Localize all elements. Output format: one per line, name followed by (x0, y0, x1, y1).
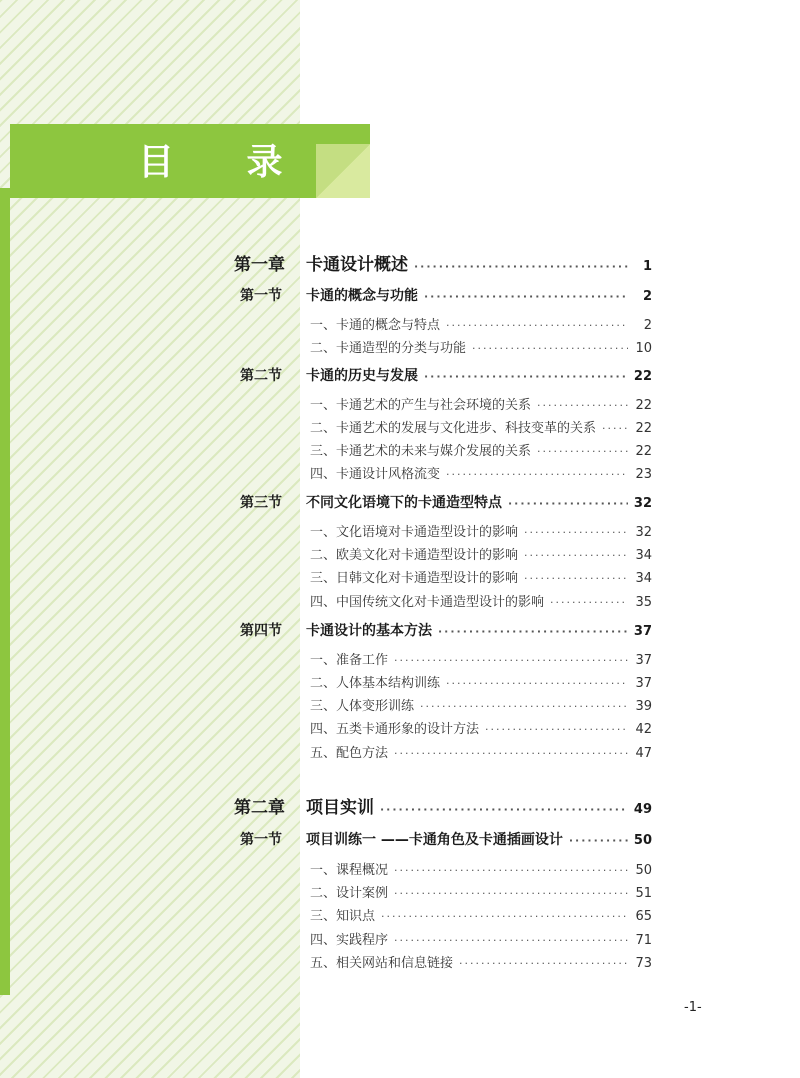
toc-title: 卡通的概念与功能 (306, 288, 418, 304)
toc-label (240, 829, 563, 851)
toc-item (310, 395, 652, 417)
toc-number: 第一节 (240, 832, 282, 848)
toc-item (310, 464, 652, 486)
toc-item (310, 522, 652, 544)
toc-leader-dots (438, 621, 628, 643)
toc-label (310, 673, 440, 695)
toc-leader-dots (424, 366, 628, 388)
toc-leader-dots (446, 315, 628, 337)
toc-title: 二、人体基本结构训练 (310, 676, 441, 691)
toc-leader-dots (394, 860, 628, 882)
toc-item (310, 719, 652, 741)
toc-label (310, 545, 518, 567)
toc-page-number: 35 (635, 595, 652, 610)
toc-page-number: 22 (635, 398, 652, 413)
toc-chapter (234, 797, 652, 819)
toc-label (310, 441, 531, 463)
toc-leader-dots (459, 953, 628, 975)
toc-page-number: 34 (635, 548, 652, 563)
toc-item (310, 743, 652, 765)
toc-item (310, 418, 652, 440)
toc-title: 一、卡通艺术的产生与社会环境的关系 (310, 398, 532, 413)
toc-label (310, 418, 596, 440)
toc-leader-dots (485, 719, 628, 741)
toc-title: 一、准备工作 (310, 653, 389, 668)
toc-label (234, 797, 374, 819)
toc-title: 一、文化语境对卡通造型设计的影响 (310, 525, 519, 540)
toc-item (310, 696, 652, 718)
toc-label (310, 395, 531, 417)
toc-leader-dots (524, 522, 628, 544)
toc-leader-dots (472, 338, 628, 360)
toc-title: 四、卡通设计风格流变 (310, 467, 441, 482)
toc-label (240, 365, 418, 387)
toc-label (310, 568, 518, 590)
toc-page-number: 71 (635, 933, 652, 948)
toc-page-number: 22 (635, 421, 652, 436)
toc-number: 第一节 (240, 288, 282, 304)
toc-section (240, 829, 652, 851)
toc-page-number: 1 (642, 259, 652, 274)
toc-number: 第三节 (240, 495, 282, 511)
toc-page-number: 37 (635, 653, 652, 668)
toc-page-number: 22 (635, 444, 652, 459)
toc-item (310, 315, 652, 337)
toc-title: 二、欧美文化对卡通造型设计的影响 (310, 548, 519, 563)
toc-section (240, 365, 652, 387)
toc-page-number: 32 (635, 525, 652, 540)
toc-item (310, 568, 652, 590)
toc-title: 四、五类卡通形象的设计方法 (310, 722, 480, 737)
toc-title: 五、相关网站和信息链接 (310, 956, 454, 971)
toc-label (310, 315, 440, 337)
toc-page-number: 2 (642, 289, 652, 304)
toc-label (234, 254, 408, 276)
toc-title: 一、卡通的概念与特点 (310, 318, 441, 333)
toc-title: 二、卡通造型的分类与功能 (310, 341, 467, 356)
toc-page-number: 32 (633, 496, 652, 511)
toc-label (310, 696, 414, 718)
toc-chapter (234, 254, 652, 276)
toc-number: 第四节 (240, 623, 282, 639)
toc-leader-dots (508, 493, 628, 515)
toc-label (310, 522, 518, 544)
toc-item (310, 883, 652, 905)
toc-leader-dots (524, 545, 628, 567)
toc-page-number: 42 (635, 722, 652, 737)
toc-label (310, 860, 388, 882)
toc-section (240, 285, 652, 307)
toc-section (240, 620, 652, 642)
toc-item (310, 860, 652, 882)
toc-leader-dots (446, 464, 628, 486)
toc-item (310, 953, 652, 975)
toc-title: 卡通的历史与发展 (306, 368, 418, 384)
toc-label (310, 719, 479, 741)
toc-page-number: 34 (635, 571, 652, 586)
toc-leader-dots (537, 441, 628, 463)
toc-page-number: 73 (635, 956, 652, 971)
toc-leader-dots (380, 799, 628, 821)
toc-label (310, 883, 388, 905)
toc-title: 卡通设计概述 (306, 255, 408, 275)
toc-title: 项目实训 (306, 798, 374, 818)
toc-label (310, 592, 544, 614)
toc-leader-dots (424, 286, 628, 308)
toc-number: 第二节 (240, 368, 282, 384)
toc-page-number: 49 (633, 802, 652, 817)
toc-title: 五、配色方法 (310, 746, 389, 761)
toc-title: 二、卡通艺术的发展与文化进步、科技变革的关系 (310, 421, 597, 436)
toc-leader-dots (537, 395, 628, 417)
toc-page-number: 50 (633, 833, 652, 848)
toc-title: 卡通设计的基本方法 (306, 623, 432, 639)
toc-label (310, 743, 388, 765)
toc-label (240, 620, 432, 642)
toc-number: 第二章 (234, 798, 285, 818)
toc-title: 三、知识点 (310, 909, 376, 924)
toc-label (310, 650, 388, 672)
toc-title: 三、人体变形训练 (310, 699, 415, 714)
toc-label (240, 285, 418, 307)
toc-title: 不同文化语境下的卡通造型特点 (306, 495, 502, 511)
toc-item (310, 441, 652, 463)
toc-page-number: 10 (635, 341, 652, 356)
toc-page-number: 50 (635, 863, 652, 878)
page-number: -1- (684, 1000, 702, 1015)
page-title: 目 录 (138, 142, 313, 183)
toc-label (310, 953, 453, 975)
toc-title: 四、中国传统文化对卡通造型设计的影响 (310, 595, 545, 610)
toc-label (240, 492, 502, 514)
toc-leader-dots (394, 883, 628, 905)
toc-page-number: 47 (635, 746, 652, 761)
toc-item (310, 673, 652, 695)
toc-item (310, 930, 652, 952)
toc-leader-dots (446, 673, 628, 695)
toc-page-number: 23 (635, 467, 652, 482)
toc-title: 四、实践程序 (310, 933, 389, 948)
toc-item (310, 338, 652, 360)
toc-page-number: 37 (633, 624, 652, 639)
toc-leader-dots (414, 256, 628, 278)
toc-page-number: 65 (635, 909, 652, 924)
toc-title: 三、日韩文化对卡通造型设计的影响 (310, 571, 519, 586)
toc-leader-dots (394, 930, 628, 952)
toc-item (310, 906, 652, 928)
toc-label (310, 464, 440, 486)
toc-section (240, 492, 652, 514)
toc-leader-dots (420, 696, 628, 718)
toc-item (310, 650, 652, 672)
toc-title: 一、课程概况 (310, 863, 389, 878)
toc-label (310, 906, 375, 928)
toc-leader-dots (550, 592, 628, 614)
toc-leader-dots (602, 418, 628, 440)
toc-number: 第一章 (234, 255, 285, 275)
toc-leader-dots (394, 743, 628, 765)
toc-page-number: 51 (635, 886, 652, 901)
toc-leader-dots (381, 906, 628, 928)
toc-item (310, 545, 652, 567)
toc-item (310, 592, 652, 614)
toc-title: 二、设计案例 (310, 886, 389, 901)
toc-leader-dots (394, 650, 628, 672)
toc-page-number: 2 (643, 318, 652, 333)
toc-page-number: 22 (633, 369, 652, 384)
toc-leader-dots (524, 568, 628, 590)
toc-title: 三、卡通艺术的未来与媒介发展的关系 (310, 444, 532, 459)
toc-page-number: 37 (635, 676, 652, 691)
toc-label (310, 338, 466, 360)
toc-leader-dots (569, 830, 628, 852)
toc-label (310, 930, 388, 952)
toc-page-number: 39 (635, 699, 652, 714)
toc-title: 项目训练一 ——卡通角色及卡通插画设计 (306, 832, 563, 848)
